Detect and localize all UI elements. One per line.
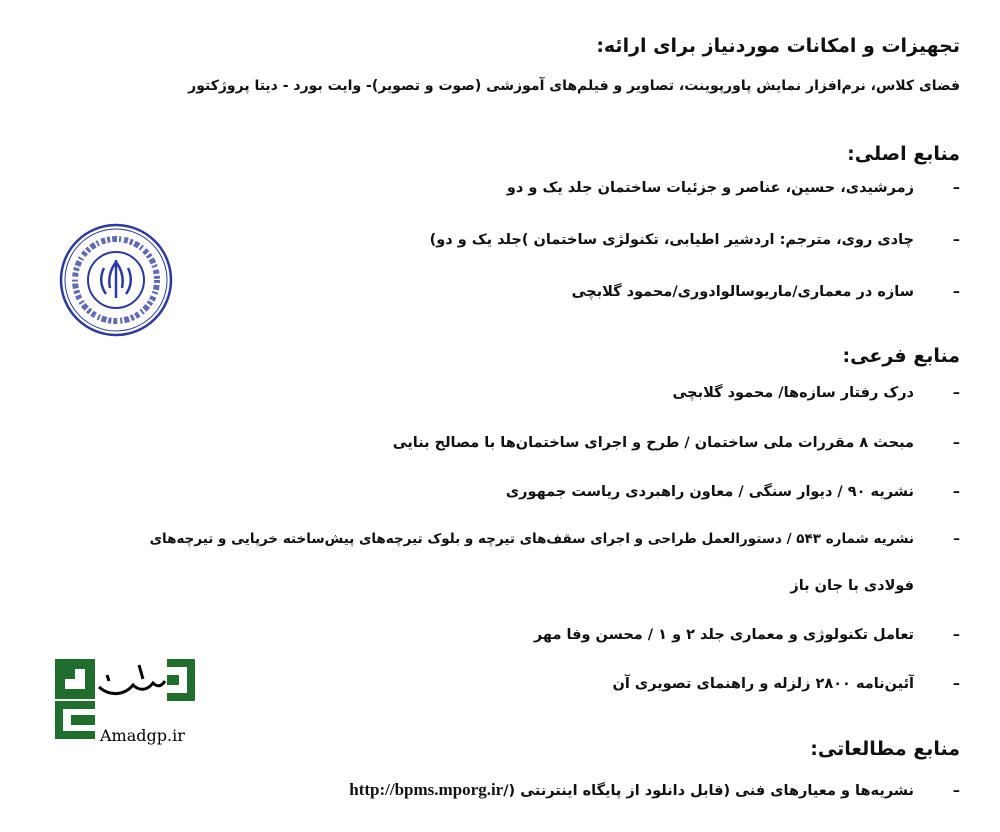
main-source-item	[507, 180, 960, 197]
study-source-item	[349, 780, 960, 800]
official-seal-icon	[58, 222, 174, 338]
secondary-source-text: نشریه شماره ۵۴۳ / دستورالعمل طراحی و اجرای سقف‌های تیرچه و بلوک تیرچه‌های پیش‌ساخته خرپایی و تیرچه‌های	[149, 531, 914, 547]
dash-marker: –	[952, 180, 960, 196]
secondary-source-continuation: فولادی با جان باز	[790, 578, 914, 594]
logo-site-text: Amadgp.ir	[100, 726, 185, 745]
main-source-item	[430, 232, 960, 249]
main-sources-heading: منابع اصلی:	[847, 143, 960, 165]
study-sources-heading: منابع مطالعاتی:	[810, 738, 960, 760]
study-source-suffix: /)	[503, 783, 516, 799]
dash-marker: –	[952, 284, 960, 300]
dash-marker: –	[952, 435, 960, 451]
secondary-source-item	[673, 385, 960, 402]
secondary-source-text: تعامل تکنولوژی و معماری جلد ۲ و ۱ / محسن وفا مهر	[533, 627, 914, 643]
secondary-source-item	[613, 676, 960, 693]
main-source-text: چادی روی، مترجم: اردشیر اطیابی، تکنولژی ساختمان )جلد یک و دو)	[429, 232, 914, 248]
equipment-text: فضای کلاس، نرم‌افزار نمایش پاورپوینت، تصاویر و فیلم‌های آموزشی (صوت و تصویر)- وایت بورد - دیتا پروژکتور	[188, 78, 960, 94]
dash-marker: –	[952, 627, 960, 643]
study-source-url: http://bpms.mporg.ir	[349, 780, 504, 799]
study-source-text: نشریه‌ها و معیارهای فنی (قابل دانلود از پایگاه اینترنتی	[520, 783, 914, 799]
dash-marker: –	[953, 531, 960, 547]
secondary-source-text: درک رفتار سازه‌ها/ محمود گلابچی	[672, 385, 914, 401]
main-source-item	[572, 284, 960, 301]
secondary-source-item	[534, 627, 960, 644]
secondary-source-text: نشریه ۹۰ / دیوار سنگی / معاون راهبردی ریاست جمهوری	[505, 484, 914, 500]
equipment-heading: تجهیزات و امکانات موردنیاز برای ارائه:	[596, 35, 960, 57]
secondary-source-item	[150, 531, 960, 547]
dash-marker: –	[952, 783, 960, 799]
secondary-source-text: مبحث ۸ مقررات ملی ساختمان / طرح و اجرای ساختمان‌ها با مصالح بنایی	[392, 435, 914, 451]
secondary-source-text: آئین‌نامه ۲۸۰۰ زلزله و راهنمای تصویری آن	[612, 676, 914, 692]
secondary-sources-heading: منابع فرعی:	[842, 345, 960, 367]
dash-marker: –	[952, 385, 960, 401]
dash-marker: –	[952, 232, 960, 248]
main-source-text: سازه در معماری/ماریوسالوادوری/محمود گلابچی	[571, 284, 914, 300]
dash-marker: –	[952, 676, 960, 692]
dash-marker: –	[952, 484, 960, 500]
main-source-text: زمرشیدی، حسین، عناصر و جزئیات ساختمان جلد یک و دو	[506, 180, 914, 196]
secondary-source-item	[506, 484, 960, 501]
secondary-source-item	[393, 435, 960, 452]
